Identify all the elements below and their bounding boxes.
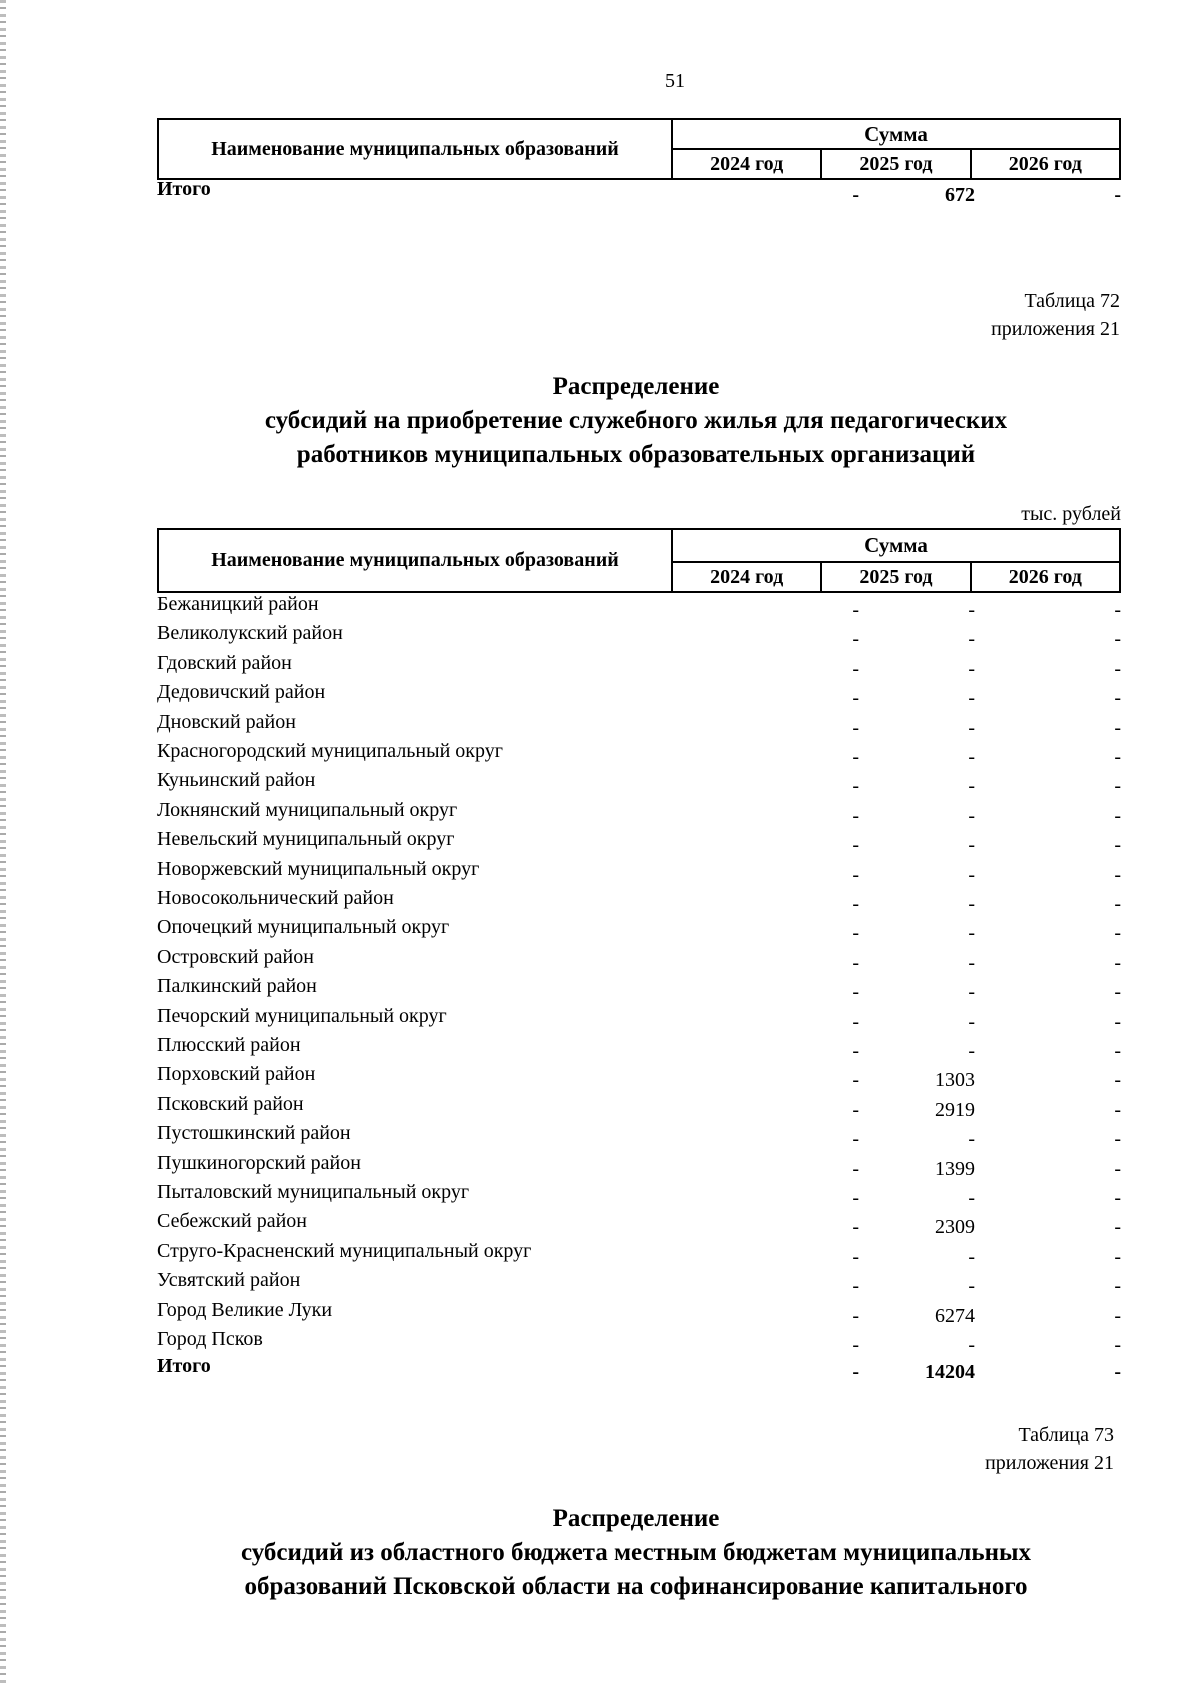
value-2026: - [1114, 1069, 1121, 1092]
value-2025: - [852, 599, 859, 621]
total-2024: 672 [945, 184, 975, 206]
table-row [157, 711, 1121, 737]
value-2024: - [968, 981, 975, 1004]
municipality-name: Дновский район [157, 710, 296, 733]
year-2026-header: 2026 год [970, 563, 1119, 591]
table73-title-line3: образований Псковской области на софинансирование капитального [244, 1573, 1028, 1600]
table-row [157, 1005, 1121, 1031]
table-row [157, 740, 1121, 766]
value-2025: - [852, 1040, 859, 1062]
table-row [157, 1299, 1121, 1325]
table-row [157, 681, 1121, 710]
table-row [157, 1122, 1121, 1151]
value-2024: - [968, 834, 975, 857]
table73-caption [985, 1421, 1114, 1477]
municipality-name: Островский район [157, 945, 314, 968]
value-2026: - [1114, 1304, 1121, 1327]
municipality-name: Опочецкий муниципальный округ [157, 916, 450, 939]
year-2024-header: 2024 год [710, 565, 784, 588]
municipality-name: Красногородский муниципальный округ [157, 740, 503, 762]
municipality-name: Великолукский район [157, 622, 343, 645]
value-2026: - [1114, 1098, 1121, 1121]
value-2024: - [968, 1245, 975, 1268]
value-2024: - [968, 804, 975, 827]
value-2024: 2309 [935, 1216, 975, 1239]
value-2025: - [852, 1010, 859, 1033]
value-2026: - [1114, 922, 1121, 945]
name-column-header: Наименование муниципальных образований [159, 120, 673, 178]
value-2026: - [1114, 746, 1121, 768]
value-2025: - [852, 893, 859, 915]
table-row [157, 769, 1121, 798]
page-number: 51 [665, 70, 685, 92]
value-2026: - [1114, 1128, 1121, 1151]
municipality-name: Дедовичский район [157, 681, 326, 704]
table-row [157, 1152, 1121, 1178]
table-row [157, 916, 1121, 945]
value-2025: - [852, 1334, 859, 1356]
value-2025: - [852, 1304, 859, 1327]
year-2025-header: 2025 год [820, 150, 969, 178]
value-2024: - [968, 775, 975, 798]
units-label: тыс. рублей [1021, 503, 1121, 525]
value-2026: - [1114, 687, 1121, 710]
municipality-name: Себежский район [157, 1210, 307, 1233]
municipality-name: Пустошкинский район [157, 1122, 351, 1145]
value-2025: - [852, 981, 859, 1004]
table72-caption [991, 287, 1120, 343]
municipality-name: Невельский муниципальный округ [157, 828, 455, 851]
value-2024: - [968, 863, 975, 886]
value-2026: - [1114, 893, 1121, 915]
year-2024-header: 2024 год [710, 152, 784, 175]
value-2024: - [968, 687, 975, 710]
total-2026: - [1114, 184, 1121, 206]
table-row [157, 1063, 1121, 1092]
total-2026: - [1114, 1361, 1121, 1383]
value-2026: - [1114, 863, 1121, 886]
value-2025: - [852, 804, 859, 827]
sum-header: Сумма [673, 530, 1119, 563]
table-row [157, 1034, 1121, 1060]
municipality-name: Новосокольнический район [157, 887, 394, 909]
municipality-name: Локнянский муниципальный округ [157, 798, 458, 821]
municipality-name: Город Великие Луки [157, 1298, 333, 1321]
total-label: Итого [157, 178, 211, 200]
municipality-name: Печорский муниципальный округ [157, 1004, 447, 1027]
value-2026: - [1114, 1157, 1121, 1180]
value-2025: - [852, 1187, 859, 1209]
value-2026: - [1114, 599, 1121, 621]
municipality-name: Пыталовский муниципальный округ [157, 1181, 470, 1203]
value-2025: - [852, 1069, 859, 1092]
value-2024: - [968, 657, 975, 680]
value-2024: - [968, 1128, 975, 1151]
table-row [157, 828, 1121, 857]
total-2025: - [852, 1361, 859, 1383]
table-row [157, 887, 1121, 913]
table-row [157, 946, 1121, 972]
table72-total-row [157, 1355, 1121, 1381]
table72-label: Таблица 72 [1024, 290, 1120, 312]
value-2025: - [852, 657, 859, 680]
value-2025: - [852, 746, 859, 768]
table72-title [0, 370, 1200, 472]
table-row [157, 1210, 1121, 1239]
table-row [157, 1093, 1121, 1119]
value-2025: - [852, 834, 859, 857]
value-2026: - [1114, 951, 1121, 974]
table72-title-line2: субсидий на приобретение служебного жилья для педагогических [264, 407, 1008, 434]
value-2025: - [852, 1245, 859, 1268]
value-2026: - [1114, 1040, 1121, 1062]
municipality-name: Усвятский район [157, 1269, 301, 1292]
table73-title-line2: субсидий из областного бюджета местным бюджетам муниципальных [240, 1539, 1032, 1566]
municipality-name: Куньинский район [157, 769, 316, 792]
value-2024: - [968, 1187, 975, 1209]
value-2024: - [968, 1334, 975, 1356]
table-row [157, 593, 1121, 619]
value-2026: - [1114, 1334, 1121, 1356]
table73-title [0, 1502, 1200, 1604]
value-2026: - [1114, 1187, 1121, 1209]
total-2025: - [852, 184, 859, 206]
value-2025: - [852, 628, 859, 651]
table-row [157, 1269, 1121, 1298]
value-2025: - [852, 1157, 859, 1180]
municipality-name: Струго-Красненский муниципальный округ [157, 1239, 532, 1262]
value-2024: - [968, 1275, 975, 1298]
value-2024: - [968, 893, 975, 915]
scan-edge [0, 0, 6, 1686]
value-2024: - [968, 922, 975, 945]
value-2025: - [852, 1098, 859, 1121]
value-2026: - [1114, 628, 1121, 651]
municipality-name: Бежаницкий район [157, 593, 319, 615]
total-label: Итого [157, 1355, 211, 1377]
value-2025: - [852, 1216, 859, 1239]
value-2024: - [968, 628, 975, 651]
value-2026: - [1114, 775, 1121, 798]
top-total-row [157, 178, 1121, 204]
value-2026: - [1114, 1245, 1121, 1268]
value-2026: - [1114, 1275, 1121, 1298]
municipality-name: Палкинский район [157, 975, 317, 998]
table73-label: Таблица 73 [1018, 1424, 1114, 1446]
value-2025: - [852, 1275, 859, 1298]
value-2026: - [1114, 834, 1121, 857]
name-column-header: Наименование муниципальных образований [159, 530, 673, 591]
municipality-name: Город Псков [157, 1328, 263, 1350]
sum-header: Сумма [673, 120, 1119, 150]
value-2024: 2919 [935, 1098, 975, 1121]
table-row [157, 858, 1121, 884]
value-2024: 1303 [935, 1069, 975, 1092]
table-row [157, 1328, 1121, 1354]
table-row [157, 622, 1121, 651]
table-row [157, 975, 1121, 1004]
table-row [157, 1240, 1121, 1266]
value-2024: - [968, 599, 975, 621]
table72-title-line3: работников муниципальных образовательных организаций [296, 441, 976, 468]
table72-appendix: приложения 21 [991, 318, 1120, 340]
value-2024: 6274 [935, 1304, 975, 1327]
value-2024: - [968, 1040, 975, 1062]
table-row [157, 799, 1121, 825]
municipality-name: Гдовский район [157, 651, 292, 674]
year-2026-header: 2026 год [970, 150, 1119, 178]
value-2025: - [852, 775, 859, 798]
total-2024: 14204 [925, 1361, 975, 1383]
municipality-name: Псковский район [157, 1092, 304, 1115]
value-2025: - [852, 863, 859, 886]
municipality-name: Пушкиногорский район [157, 1151, 361, 1174]
table-row [157, 1181, 1121, 1207]
value-2025: - [852, 922, 859, 945]
value-2024: - [968, 746, 975, 768]
table73-title-line1: Распределение [552, 1505, 720, 1532]
value-2025: - [852, 687, 859, 710]
value-2026: - [1114, 1010, 1121, 1033]
value-2026: - [1114, 1216, 1121, 1239]
municipality-name: Новоржевский муниципальный округ [157, 857, 480, 880]
table73-appendix: приложения 21 [985, 1452, 1114, 1474]
top-table-header [157, 118, 1121, 180]
value-2025: - [852, 951, 859, 974]
value-2026: - [1114, 716, 1121, 739]
value-2026: - [1114, 804, 1121, 827]
value-2026: - [1114, 981, 1121, 1004]
value-2024: - [968, 1010, 975, 1033]
value-2024: - [968, 716, 975, 739]
table72-title-line1: Распределение [552, 373, 720, 400]
value-2026: - [1114, 657, 1121, 680]
value-2024: 1399 [935, 1157, 975, 1180]
value-2025: - [852, 1128, 859, 1151]
year-2025-header: 2025 год [820, 563, 969, 591]
value-2025: - [852, 716, 859, 739]
table-row [157, 652, 1121, 678]
value-2024: - [968, 951, 975, 974]
table72-header [157, 528, 1121, 593]
municipality-name: Порховский район [157, 1063, 316, 1086]
municipality-name: Плюсский район [157, 1034, 301, 1056]
